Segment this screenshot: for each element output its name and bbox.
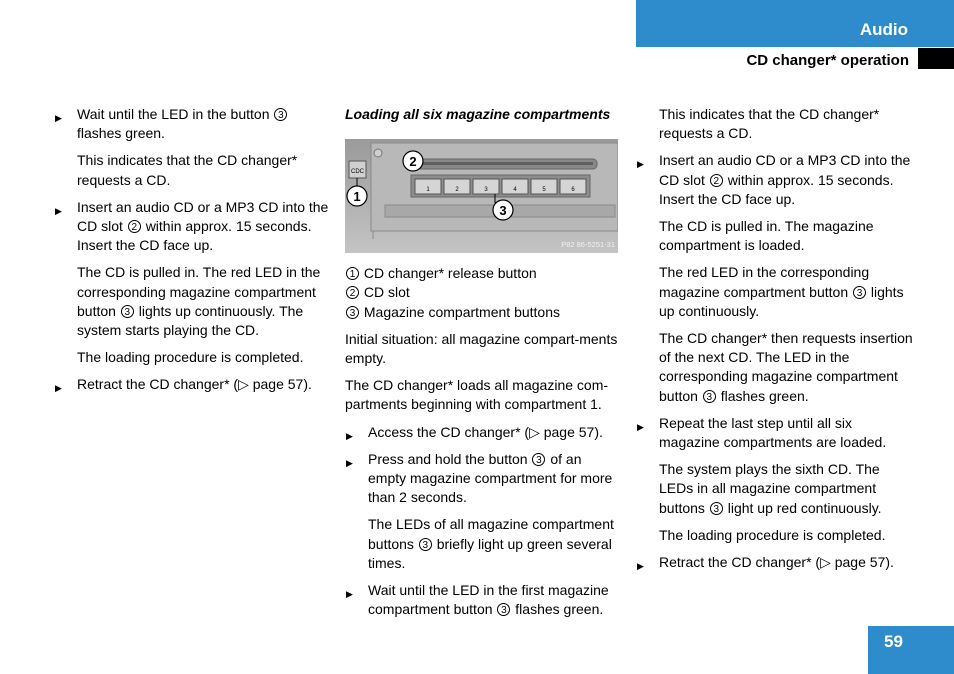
column-1 bbox=[54, 105, 332, 403]
step-access-changer: ▶ Access the CD changer* (▷ page 57). bbox=[345, 423, 623, 442]
bullet-arrow-icon: ▶ bbox=[346, 589, 353, 600]
legend-item: 1 CD changer* release button bbox=[345, 264, 623, 283]
step-retract: ▶ Retract the CD changer* (▷ page 57). bbox=[54, 375, 332, 394]
step-wait-led: ▶ Wait until the LED in the button 3 flashes green. bbox=[54, 105, 332, 143]
step-press-hold: ▶ Press and hold the button 3 of an empty magazine compartment for more than 2 seconds. bbox=[346, 450, 613, 506]
callout-ref: 3 bbox=[419, 538, 432, 551]
column-3 bbox=[636, 105, 914, 580]
step-retract: ▶ Retract the CD changer* (▷ page 57). bbox=[636, 553, 914, 572]
section-heading: Loading all six magazine compartments bbox=[345, 106, 611, 122]
magazine-button-3 bbox=[473, 179, 499, 194]
step-repeat: ▶ Repeat the last step until all six magazine compartments are loaded. bbox=[637, 414, 887, 451]
legend-item: 3 Magazine compartment buttons bbox=[345, 303, 623, 322]
callout-ref: 2 bbox=[710, 174, 723, 187]
svg-text:6: 6 bbox=[571, 187, 575, 194]
svg-text:2: 2 bbox=[455, 187, 459, 194]
svg-text:4: 4 bbox=[513, 187, 517, 194]
step-insert-cd: ▶ Insert an audio CD or a MP3 CD into the CD slot 2 within approx. 15 seconds. Insert the CD face up. bbox=[637, 152, 911, 207]
page-number-tab bbox=[868, 626, 954, 674]
paragraph: Initial situation: all magazine compart-ments empty. bbox=[345, 330, 618, 367]
magazine-button-4 bbox=[502, 179, 528, 194]
paragraph: This indicates that the CD changer* requests a CD. bbox=[659, 106, 880, 142]
bullet-arrow-icon: ▶ bbox=[637, 561, 644, 572]
callout-ref: 3 bbox=[274, 108, 287, 121]
bullet-arrow-icon: ▶ bbox=[637, 159, 644, 170]
page-number: 59 bbox=[884, 632, 903, 651]
paragraph: The red LED in the corresponding magazine compartment button 3 lights up continuously. bbox=[659, 264, 904, 319]
magazine-button-2 bbox=[444, 179, 470, 194]
callout-1 bbox=[347, 186, 367, 206]
bullet-arrow-icon: ▶ bbox=[55, 205, 62, 216]
paragraph: The CD changer* then requests insertion of the next CD. The LED in the corresponding magazine compartment button 3 flashes green. bbox=[659, 330, 913, 404]
magazine-button-6 bbox=[560, 179, 586, 194]
callout-ref: 3 bbox=[853, 286, 866, 299]
svg-text:3: 3 bbox=[484, 187, 488, 194]
callout-ref: 3 bbox=[703, 390, 716, 403]
bullet-arrow-icon: ▶ bbox=[55, 113, 62, 123]
callout-3 bbox=[493, 200, 513, 220]
legend-item: 2 CD slot bbox=[345, 283, 623, 302]
cdc-label: CDC bbox=[351, 169, 364, 176]
svg-text:2: 2 bbox=[409, 154, 417, 170]
paragraph: The CD is pulled in. The red LED in the corresponding magazine compartment button 3 lights up continuously. The system starts playing the CD. bbox=[77, 264, 321, 339]
header-marker bbox=[918, 48, 954, 69]
svg-text:5: 5 bbox=[542, 187, 546, 194]
callout-ref: 3 bbox=[532, 453, 545, 466]
callout-ref: 3 bbox=[497, 603, 510, 616]
section-title: Audio bbox=[859, 20, 908, 39]
paragraph: The CD changer* loads all magazine com-partments beginning with compartment 1. bbox=[345, 377, 609, 413]
paragraph: The LEDs of all magazine compartment buttons 3 briefly light up green several times. bbox=[368, 516, 614, 571]
magazine-button-5 bbox=[531, 179, 557, 194]
figure-legend bbox=[345, 264, 623, 322]
magazine-button-1 bbox=[415, 179, 441, 194]
bullet-arrow-icon: ▶ bbox=[346, 457, 353, 468]
svg-text:1: 1 bbox=[353, 189, 361, 205]
paragraph: The system plays the sixth CD. The LEDs in all magazine compartment buttons 3 light up red continuously. bbox=[659, 461, 882, 516]
paragraph: The CD is pulled in. The magazine compartment is loaded. bbox=[659, 218, 874, 254]
bullet-arrow-icon: ▶ bbox=[55, 383, 62, 394]
bullet-arrow-icon: ▶ bbox=[637, 421, 644, 432]
step-insert-cd: ▶ Insert an audio CD or a MP3 CD into the CD slot 2 within approx. 15 seconds. Insert the CD face up. bbox=[55, 198, 329, 254]
bullet-arrow-icon: ▶ bbox=[346, 430, 353, 441]
callout-ref: 2 bbox=[128, 220, 141, 233]
svg-text:1: 1 bbox=[426, 187, 430, 194]
callout-2 bbox=[403, 151, 423, 171]
paragraph: The loading procedure is completed. bbox=[77, 349, 304, 366]
paragraph: The loading procedure is completed. bbox=[659, 526, 886, 543]
callout-ref: 3 bbox=[710, 502, 723, 515]
figure-code: P82 86-5251-31 bbox=[561, 240, 615, 250]
cd-changer-illustration bbox=[345, 139, 618, 253]
step-wait-first-led: ▶ Wait until the LED in the first magazine compartment button 3 flashes green. bbox=[346, 582, 609, 618]
paragraph: This indicates that the CD changer* requests a CD. bbox=[77, 152, 298, 188]
svg-text:3: 3 bbox=[499, 203, 507, 219]
cd-changer-figure bbox=[345, 139, 618, 253]
column-2 bbox=[345, 105, 623, 627]
callout-ref: 3 bbox=[121, 305, 134, 318]
subsection-title: CD changer* operation bbox=[746, 52, 909, 69]
